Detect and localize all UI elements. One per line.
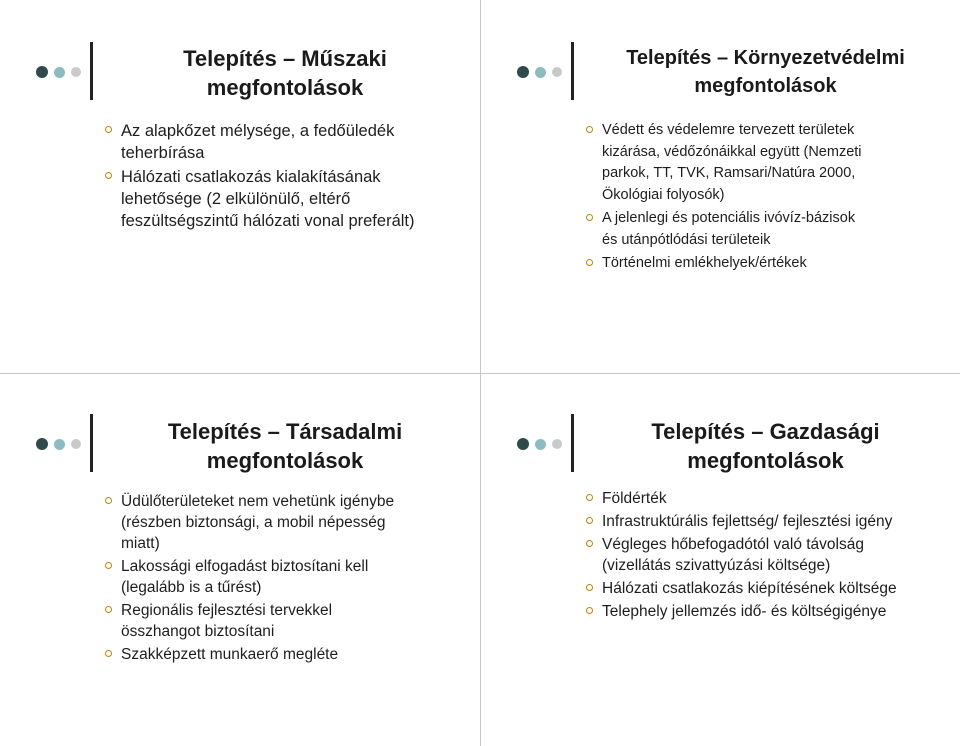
- slide-title: [100, 417, 470, 475]
- bullet-list: [105, 491, 400, 667]
- list-item: A jelenlegi és potenciális ivóvíz-bázisok és utánpótlódási területeik: [586, 208, 870, 251]
- list-item: Telephely jellemzés idő- és költségigénye: [586, 601, 910, 622]
- title-line-1: Telepítés – Műszaki: [183, 46, 387, 71]
- dot-teal-icon: [54, 67, 65, 78]
- list-item: Regionális fejlesztési tervekkel összhangot biztosítani: [105, 600, 400, 642]
- title-divider: [571, 414, 574, 472]
- slide-kornyezetvedelmi: [480, 0, 960, 373]
- list-item: Védett és védelemre tervezett területek kizárása, védőzónáikkal együtt (Nemzeti parkok, TT, TVK, Ramsari/Natúra 2000, Ökológiai folyosók): [586, 120, 870, 206]
- title-divider: [90, 414, 93, 472]
- bullet-list: [586, 488, 910, 624]
- slide-muszaki: [0, 0, 480, 373]
- dot-teal-icon: [54, 439, 65, 450]
- title-line-1: Telepítés – Társadalmi: [167, 419, 403, 444]
- dot-dark-icon: [517, 438, 529, 450]
- list-item: Hálózati csatlakozás kiépítésének költsége: [586, 578, 910, 599]
- list-item: Szakképzett munkaerő megléte: [105, 644, 400, 665]
- title-divider: [90, 42, 93, 100]
- bullet-list: [105, 120, 460, 234]
- ring-bullet-icon: [105, 650, 112, 657]
- title-line-2: megfontolások: [206, 75, 364, 100]
- ring-bullet-icon: [105, 562, 112, 569]
- ring-bullet-icon: [105, 606, 112, 613]
- title-line-2: megfontolások: [687, 448, 844, 473]
- ring-bullet-icon: [586, 214, 593, 221]
- slide-title: [581, 417, 950, 475]
- ring-bullet-icon: [586, 584, 593, 591]
- title-line-1: Telepítés – Környezetvédelmi: [626, 47, 905, 69]
- dot-dark-icon: [36, 438, 48, 450]
- list-item: Üdülőterületeket nem vehetünk igénybe (részben biztonsági, a mobil népesség miatt): [105, 491, 400, 554]
- dot-teal-icon: [535, 67, 546, 78]
- decorative-dots: [36, 438, 96, 452]
- bullet-list: [586, 120, 870, 277]
- dot-dark-icon: [36, 66, 48, 78]
- dot-grey-icon: [552, 67, 562, 77]
- dot-dark-icon: [517, 66, 529, 78]
- list-item: Földérték: [586, 488, 910, 509]
- list-item: Az alapkőzet mélysége, a fedőüledék teherbírása: [105, 120, 460, 164]
- list-item: Infrastruktúrális fejlettség/ fejlesztési igény: [586, 511, 910, 532]
- decorative-dots: [517, 438, 577, 452]
- title-divider: [571, 42, 574, 100]
- ring-bullet-icon: [586, 540, 593, 547]
- dot-grey-icon: [552, 439, 562, 449]
- dot-teal-icon: [535, 439, 546, 450]
- ring-bullet-icon: [586, 517, 593, 524]
- list-item: Végleges hőbefogadótól való távolság (vizellátás szivattyúzási költsége): [586, 534, 910, 576]
- ring-bullet-icon: [586, 259, 593, 266]
- ring-bullet-icon: [586, 126, 593, 133]
- dot-grey-icon: [71, 439, 81, 449]
- list-item: Történelmi emlékhelyek/értékek: [586, 253, 870, 275]
- ring-bullet-icon: [586, 494, 593, 501]
- title-line-2: megfontolások: [694, 75, 837, 97]
- ring-bullet-icon: [105, 497, 112, 504]
- title-line-1: Telepítés – Gazdasági: [651, 419, 880, 444]
- slide-tarsadalmi: [0, 373, 480, 746]
- slide-title: [100, 44, 470, 102]
- list-item: Hálózati csatlakozás kialakításának lehetősége (2 elkülönülő, eltérő feszültségszintű hálózati vonal preferált): [105, 166, 460, 232]
- ring-bullet-icon: [105, 126, 112, 133]
- title-line-2: megfontolások: [206, 448, 364, 473]
- slide-title: [581, 44, 950, 100]
- ring-bullet-icon: [105, 172, 112, 179]
- list-item: Lakossági elfogadást biztosítani kell (legalább is a tűrést): [105, 556, 400, 598]
- decorative-dots: [36, 66, 96, 80]
- ring-bullet-icon: [586, 607, 593, 614]
- dot-grey-icon: [71, 67, 81, 77]
- decorative-dots: [517, 66, 577, 80]
- slide-gazdasagi: [480, 373, 960, 746]
